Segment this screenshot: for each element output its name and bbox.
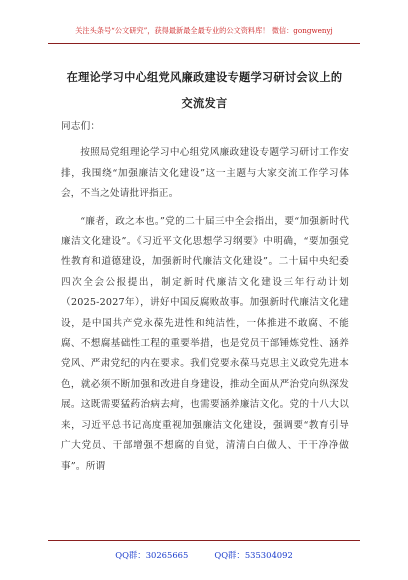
body-paragraph-1: 按照局党组理论学习中心组党风廉政建设专题学习研讨工作安排，我围绕“加强廉洁文化建设”这一主题与大家交流工作学习体会，不当之处请批评指正。 <box>61 147 349 200</box>
qq-group-label-1: QQ群： <box>115 550 146 560</box>
header-divider <box>48 43 360 44</box>
footer-divider <box>48 540 360 541</box>
qq-group-label-2: QQ群： <box>214 550 245 560</box>
header-banner: 关注头条号“公文研究”，获得最新最全最专业的公文资料库！ 微信：gongwenyj <box>75 26 333 35</box>
qq-group-number-2: 535304092 <box>244 550 293 560</box>
qq-group-number-1: 30265665 <box>145 550 189 560</box>
footer-contacts <box>0 549 408 561</box>
document-title: 在理论学习中心组党风廉政建设专题学习研讨会议上的交流发言 <box>66 70 343 110</box>
document-body <box>61 117 349 477</box>
body-paragraph-2: “廉者，政之本也。”党的二十届三中全会指出，要“加强新时代廉洁文化建设”。《习近平文化思想学习纲要》中明确，“要加强党性教育和道德建设，加强新时代廉洁文化建设”。二十届中央纪委四次全会公报提出，制定新时代廉洁文化建设三年行动计划（2025-2027年），讲好中国反腐败故事。加强新时代廉洁文化建设，是中国共产党永葆先进性和纯洁性，一体推进不敢腐、不能腐、不想腐基础性工程的重要举措，也是党员干部锤炼党性、涵养党风、严肃党纪的内在要求。我们党要永葆马克思主义政党先进本色，就必须不断加强和改进自身建设，推动全面从严治党向纵深发展。这既需要猛药治病去疴，也需要涵养廉洁文化。党的十八大以来，习近平总书记高度重视加强廉洁文化建设，强调要“教育引导广大党员、干部增强不想腐的自觉，清清白白做人、干干净净做事”。所谓 <box>61 215 349 472</box>
salutation: 同志们： <box>61 121 101 132</box>
